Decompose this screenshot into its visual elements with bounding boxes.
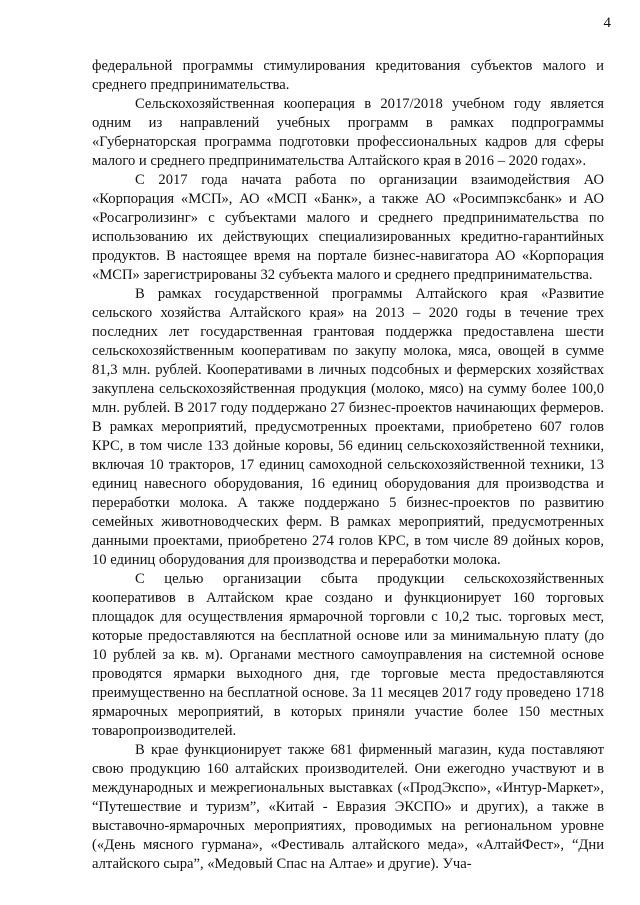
paragraph-2: Сельскохозяйственная кооперация в 2017/2018 учебном году является одним из направлений учебных программ в рамках подпрограммы «Губернаторская программа подготовки профессиональных кадров для сферы малого и среднего предпринимательства Алтайского края в 2016 – 2020 годах».: [92, 96, 604, 169]
paragraph-5: С целью организации сбыта продукции сельскохозяйственных кооперативов в Алтайском крае создано и функционирует 160 торговых площадок для осуществления ярмарочной торговли с 10,2 тыс. торговых мест, которые предоставляются на бесплатной основе или за минимальную плату (до 10 рублей за кв. м). Органами местного самоуправления на системной основе проводятся ярмарки выходного дня, где торговые места предоставляются преимущественно на бесплатной основе. За 11 месяцев 2017 году проведено 1718 ярмарочных мероприятий, в которых приняли участие более 150 местных товаропроизводителей.: [92, 571, 604, 739]
page-number: 4: [603, 15, 611, 31]
paragraph-3: С 2017 года начата работа по организации взаимодействия АО «Корпорация «МСП», АО «МСП «Банк», а также АО «Росимпэксбанк» и АО «Росагролизинг» с субъектами малого и среднего предпринимательства по использованию их действующих специализированных кредитно-гарантийных продуктов. В настоящее время на портале бизнес-навигатора АО «Корпорация «МСП» зарегистрированы 32 субъекта малого и среднего предпринимательства.: [92, 172, 604, 283]
document-body: [92, 57, 604, 874]
paragraph-6: В крае функционирует также 681 фирменный магазин, куда поставляют свою продукцию 160 алтайских производителей. Они ежегодно участвуют и в международных и межрегиональных выставках («ПродЭкспо», «Интур-Маркет», “Путешествие и туризм”, «Китай - Евразия ЭКСПО» и других), а также в выставочно-ярмарочных мероприятиях, проводимых на региональном уровне («День мясного гурмана», «Фестиваль алтайского меда», «АлтайФест», “Дни алтайского сыра”, «Медовый Спас на Алтае» и другие). Уча-: [92, 742, 604, 872]
paragraph-1: федеральной программы стимулирования кредитования субъектов малого и среднего предпринимательства.: [92, 58, 604, 93]
paragraph-4: В рамках государственной программы Алтайского края «Развитие сельского хозяйства Алтайского края» на 2013 – 2020 годы в течение трех последних лет государственная грантовая поддержка предоставлена шести сельскохозяйственным кооперативам по закупу молока, мяса, овощей в сумме 81,3 млн. рублей. Кооперативами в личных подсобных и фермерских хозяйствах закуплена сельскохозяйственная продукция (молоко, мясо) на сумму более 100,0 млн. рублей. В 2017 году поддержано 27 бизнес-проектов начинающих фермеров. В рамках мероприятий, предусмотренных проектами, приобретено 607 голов КРС, в том числе 133 дойные коровы, 56 единиц сельскохозяйственной техники, включая 10 тракторов, 17 единиц самоходной сельскохозяйственной техники, 13 единиц навесного оборудования, 16 единиц оборудования для производства и переработки молока. А также поддержано 5 бизнес-проектов по развитию семейных животноводческих ферм. В рамках мероприятий, предусмотренных данными проектами, приобретено 274 голов КРС, в том числе 89 дойных коров, 10 единиц оборудования для производства и переработки молока.: [92, 286, 604, 568]
